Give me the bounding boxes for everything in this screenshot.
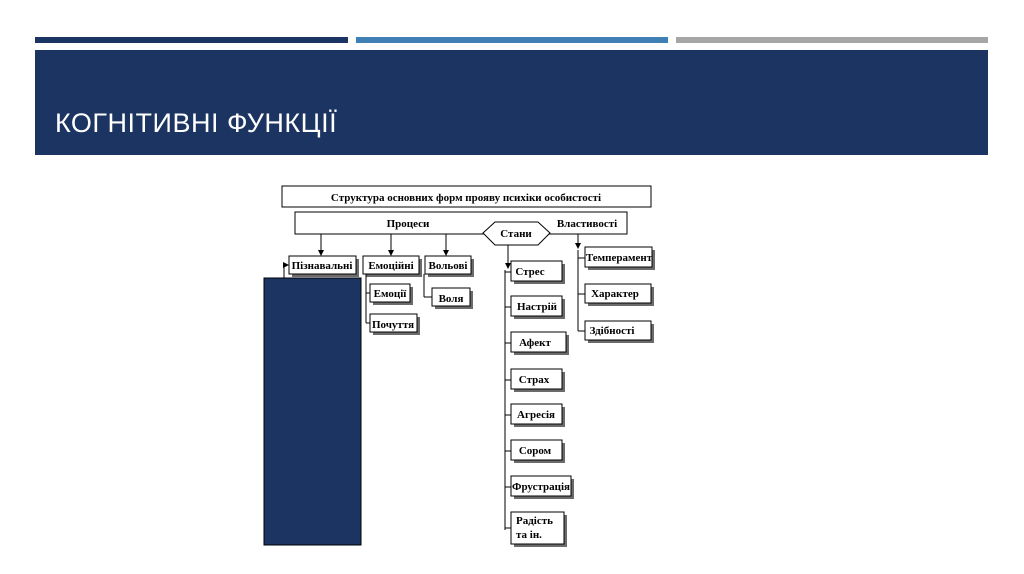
will-item-label: Воля	[438, 293, 464, 305]
state-item-label: та ін.	[516, 529, 542, 541]
cognitive-label: Пізнавальні	[291, 260, 353, 272]
emotion-item-label: Емоції	[373, 288, 407, 300]
state-item-label: Радість	[516, 515, 553, 527]
property-item-label: Здібності	[589, 325, 635, 337]
state-item-label: Страх	[518, 374, 550, 386]
group-states: Стани	[500, 228, 532, 240]
arrowhead-emotional	[388, 250, 394, 256]
state-item-label: Афект	[519, 337, 551, 349]
arrowhead-properties	[575, 243, 581, 249]
group-processes: Процеси	[386, 218, 430, 230]
arrowhead-volitional	[443, 250, 449, 256]
volitional-label: Вольові	[428, 260, 468, 272]
emotional-label: Емоційні	[368, 260, 414, 272]
property-item-label: Характер	[591, 288, 639, 300]
arrowhead-states	[505, 263, 511, 269]
group-properties: Властивості	[556, 218, 618, 230]
feeling-item-label: Почуття	[371, 319, 415, 331]
state-item-label: Сором	[518, 445, 552, 457]
navy-overlay-block	[264, 278, 361, 545]
slide-title: КОГНІТИВНІ ФУНКЦІЇ	[55, 108, 338, 138]
state-item-label: Агресія	[517, 409, 555, 421]
state-item-label: Фрустрація	[512, 481, 570, 493]
arrowhead-cognitive	[318, 250, 324, 256]
state-item-label: Стрес	[515, 266, 545, 278]
header-text: Структура основних форм прояву психіки особистості	[330, 192, 602, 204]
property-item-label: Темперамент	[585, 252, 653, 264]
state-item-label: Настрій	[517, 301, 557, 313]
